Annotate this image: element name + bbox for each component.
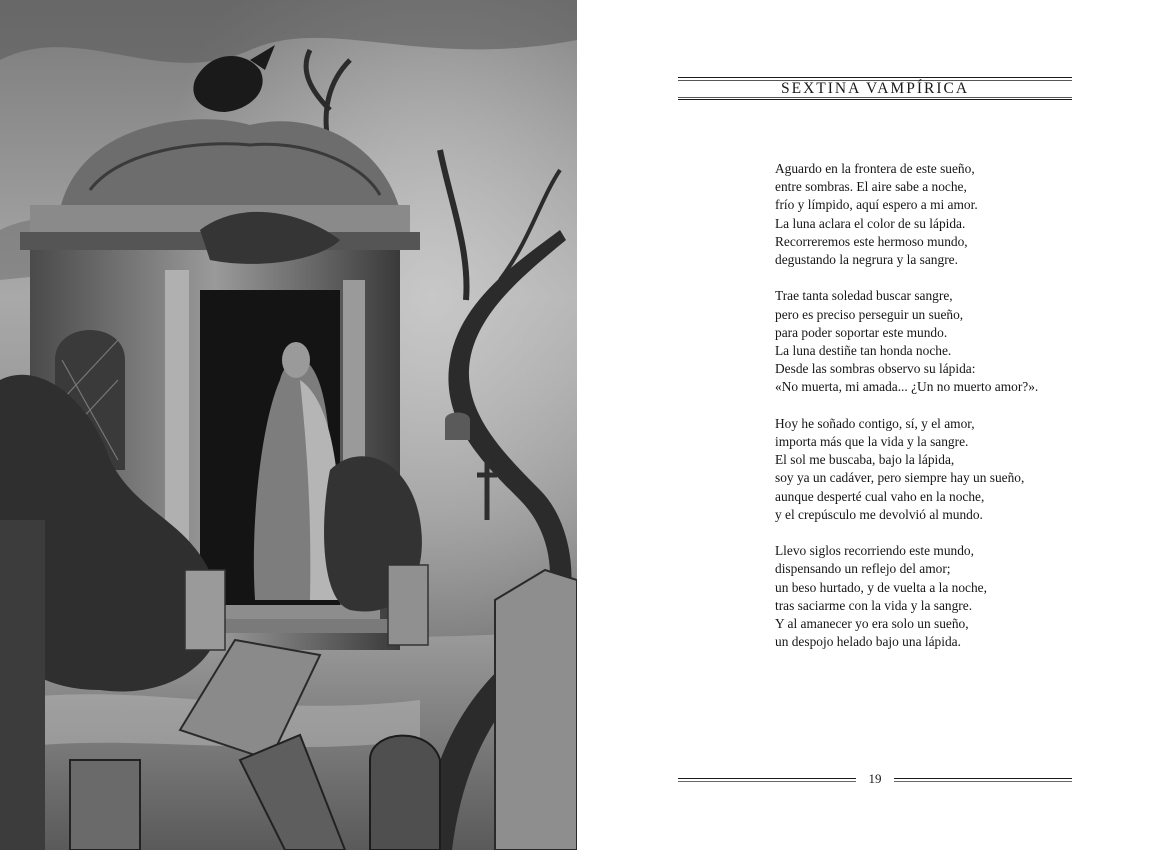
gate-post bbox=[185, 570, 225, 650]
stanza bbox=[775, 287, 1115, 396]
text-page bbox=[577, 0, 1155, 850]
poem-line: Y al amanecer yo era solo un sueño, bbox=[775, 616, 969, 632]
poem-line: «No muerta, mi amada... ¿Un no muerto amor?». bbox=[775, 379, 1039, 395]
poem-line: entre sombras. El aire sabe a noche, bbox=[775, 179, 967, 195]
poem-line: Hoy he soñado contigo, sí, y el amor, bbox=[775, 415, 975, 431]
illustration-drawing bbox=[0, 0, 577, 850]
step bbox=[210, 619, 390, 633]
poem-line: tras saciarme con la vida y la sangre. bbox=[775, 597, 973, 613]
poem-line: Recorreremos este hermoso mundo, bbox=[775, 233, 968, 249]
gravestone bbox=[70, 760, 140, 850]
poem-title: SEXTINA VAMPÍRICA bbox=[780, 80, 970, 97]
header-rule bbox=[678, 97, 1072, 98]
large-tomb-right bbox=[495, 570, 577, 850]
vampire-head bbox=[282, 342, 310, 378]
poem-line: Trae tanta soledad buscar sangre, bbox=[775, 288, 953, 304]
page-footer bbox=[678, 770, 1072, 788]
poem-line: soy ya un cadáver, pero siempre hay un sueño, bbox=[775, 470, 1025, 486]
gothic-mausoleum-illustration bbox=[0, 0, 577, 850]
gravestone bbox=[370, 736, 440, 850]
poem-line: Aguardo en la frontera de este sueño, bbox=[775, 161, 975, 176]
poem-body bbox=[775, 160, 1115, 670]
poem-line: Desde las sombras observo su lápida: bbox=[775, 361, 976, 377]
header-rule bbox=[678, 77, 1072, 78]
poem-line: degustando la negrura y la sangre. bbox=[775, 252, 958, 268]
page-number: 19 bbox=[868, 771, 882, 786]
poem-line: importa más que la vida y la sangre. bbox=[775, 434, 969, 450]
stanza bbox=[775, 415, 1115, 524]
poem-line: aunque desperté cual vaho en la noche, bbox=[775, 488, 985, 504]
poem-line: pero es preciso perseguir un sueño, bbox=[775, 306, 964, 322]
poem-line: y el crepúsculo me devolvió al mundo. bbox=[775, 506, 983, 522]
poem-line: El sol me buscaba, bajo la lápida, bbox=[775, 452, 955, 468]
poem-line: frío y límpido, aquí espero a mi amor. bbox=[775, 197, 978, 213]
tomb-left-edge bbox=[0, 520, 45, 850]
footer-rule bbox=[894, 778, 1072, 781]
stanza bbox=[775, 160, 1115, 269]
poem-line: un despojo helado bajo una lápida. bbox=[775, 634, 961, 650]
stanza bbox=[775, 542, 1115, 651]
poem-line: La luna destiñe tan honda noche. bbox=[775, 343, 952, 359]
distant-gravestone bbox=[445, 413, 470, 441]
poem-line: Llevo siglos recorriendo este mundo, bbox=[775, 543, 974, 559]
header-rule bbox=[678, 99, 1072, 100]
gate-post bbox=[388, 565, 428, 645]
poem-line: dispensando un reflejo del amor; bbox=[775, 561, 951, 577]
poem-line: un beso hurtado, y de vuelta a la noche, bbox=[775, 579, 987, 595]
title-header bbox=[678, 74, 1072, 100]
poem-line: La luna aclara el color de su lápida. bbox=[775, 215, 966, 231]
poem-line: para poder soportar este mundo. bbox=[775, 324, 948, 340]
